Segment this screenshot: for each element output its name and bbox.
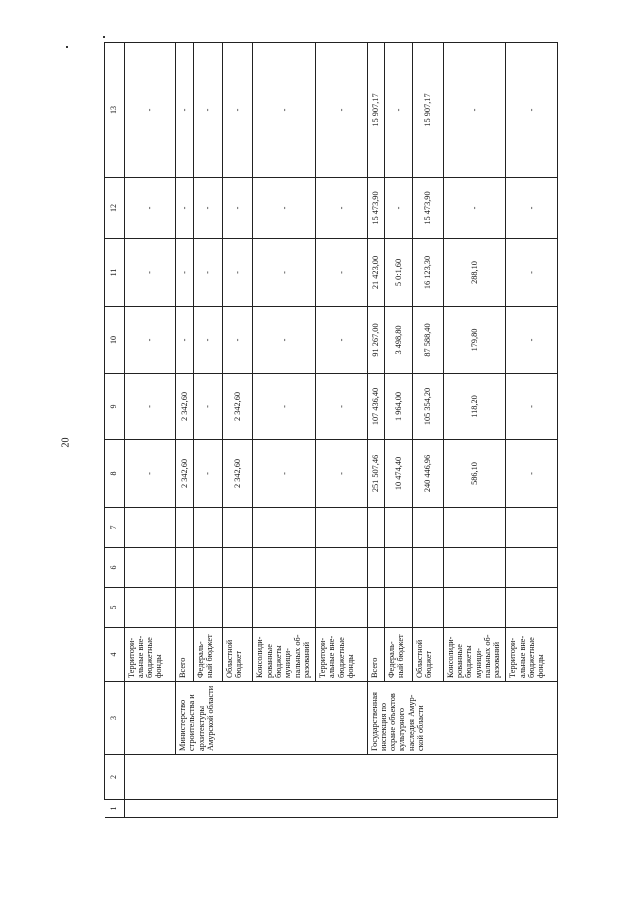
column-number: 9	[105, 374, 125, 440]
column-number: 5	[105, 588, 125, 628]
amount-cell: 586,10	[443, 440, 506, 508]
amount-cell: -	[193, 178, 222, 239]
event-cell	[124, 755, 557, 800]
empty-cell	[367, 588, 385, 628]
amount-cell: -	[124, 43, 176, 178]
amount-cell: 16 123,30	[412, 239, 443, 307]
amount-cell: -	[193, 43, 222, 178]
amount-cell: -	[222, 239, 253, 307]
amount-cell: 3 498,80	[385, 307, 413, 374]
column-number: 11	[105, 239, 125, 307]
funding-source-cell: Территори-альные вне-бюджетные фонды	[506, 628, 558, 682]
column-number: 3	[105, 682, 125, 755]
empty-cell	[412, 508, 443, 548]
empty-cell	[315, 508, 367, 548]
amount-cell: -	[193, 307, 222, 374]
empty-cell	[193, 508, 222, 548]
empty-cell	[412, 548, 443, 588]
amount-cell: 1 964,00	[385, 374, 413, 440]
table-row	[176, 43, 194, 818]
amount-cell: -	[315, 374, 367, 440]
amount-cell: -	[193, 440, 222, 508]
table-header-row	[105, 43, 125, 818]
amount-cell: 2 342,60	[222, 374, 253, 440]
amount-cell: 2 342,60	[176, 374, 194, 440]
amount-cell: 2 342,60	[176, 440, 194, 508]
funding-source-cell: Территори-альные вне-бюджетные фонды	[315, 628, 367, 682]
amount-cell: 21 423,00	[367, 239, 385, 307]
funding-source-cell: Территори-альные вне-бюджетные фонды	[124, 628, 176, 682]
amount-cell: 105 354,20	[412, 374, 443, 440]
rotated-table-wrap	[104, 43, 558, 818]
column-number: 2	[105, 755, 125, 800]
empty-cell	[385, 548, 413, 588]
scan-speck	[66, 46, 68, 48]
amount-cell: -	[176, 307, 194, 374]
empty-cell	[253, 588, 316, 628]
amount-cell: -	[253, 43, 316, 178]
amount-cell: -	[124, 178, 176, 239]
column-number: 12	[105, 178, 125, 239]
amount-cell: -	[506, 239, 558, 307]
column-number: 7	[105, 508, 125, 548]
empty-cell	[193, 548, 222, 588]
executor-cell	[124, 682, 176, 755]
funding-source-cell: Федераль-ный бюджет	[385, 628, 413, 682]
amount-cell: 118,20	[443, 374, 506, 440]
empty-cell	[443, 508, 506, 548]
amount-cell: -	[124, 440, 176, 508]
amount-cell: -	[506, 178, 558, 239]
executor-cell: Министерство строительства и архитектуры Амурской области	[176, 682, 367, 755]
amount-cell: 107 436,40	[367, 374, 385, 440]
funding-source-cell: Консолиди-рованные бюджеты муници-пальных об-разований	[253, 628, 316, 682]
amount-cell: -	[253, 307, 316, 374]
executor-cell: Государственная инспекция по охране объектов культурного наследия Амур-ской области	[367, 682, 557, 755]
amount-cell: -	[124, 374, 176, 440]
amount-cell: -	[176, 239, 194, 307]
amount-cell: -	[124, 307, 176, 374]
amount-cell: -	[253, 178, 316, 239]
amount-cell: 2 342,60	[222, 440, 253, 508]
amount-cell: 15 473,90	[412, 178, 443, 239]
amount-cell: -	[506, 43, 558, 178]
empty-cell	[315, 588, 367, 628]
column-number: 8	[105, 440, 125, 508]
amount-cell: -	[315, 440, 367, 508]
empty-cell	[222, 548, 253, 588]
empty-cell	[222, 588, 253, 628]
scan-speck	[103, 36, 105, 38]
amount-cell: -	[222, 43, 253, 178]
amount-cell: -	[222, 178, 253, 239]
table-row	[124, 43, 176, 818]
amount-cell: -	[315, 43, 367, 178]
funding-source-cell: Областной бюджет	[222, 628, 253, 682]
funding-source-cell: Консолиди-рованные бюджеты муници-пальных об-разований	[443, 628, 506, 682]
amount-cell: -	[443, 178, 506, 239]
empty-cell	[222, 508, 253, 548]
page-number: 20	[60, 437, 72, 448]
budget-table	[104, 42, 558, 818]
empty-cell	[124, 548, 176, 588]
empty-cell	[385, 588, 413, 628]
amount-cell: -	[385, 178, 413, 239]
funding-source-cell: Всего	[176, 628, 194, 682]
empty-cell	[443, 588, 506, 628]
empty-cell	[176, 588, 194, 628]
amount-cell: 15 907,17	[412, 43, 443, 178]
amount-cell: 10 474,40	[385, 440, 413, 508]
amount-cell: -	[253, 440, 316, 508]
empty-cell	[176, 508, 194, 548]
column-number: 4	[105, 628, 125, 682]
empty-cell	[193, 588, 222, 628]
amount-cell: -	[506, 307, 558, 374]
amount-cell: 15 473,90	[367, 178, 385, 239]
amount-cell: -	[315, 178, 367, 239]
funding-source-cell: Областной бюджет	[412, 628, 443, 682]
amount-cell: 91 267,00	[367, 307, 385, 374]
empty-cell	[506, 548, 558, 588]
amount-cell: -	[506, 374, 558, 440]
amount-cell: 288,10	[443, 239, 506, 307]
empty-cell	[124, 588, 176, 628]
amount-cell: -	[193, 239, 222, 307]
amount-cell: 179,80	[443, 307, 506, 374]
column-number: 13	[105, 43, 125, 178]
amount-cell: 251 507,46	[367, 440, 385, 508]
amount-cell: -	[506, 440, 558, 508]
amount-cell: -	[315, 239, 367, 307]
amount-cell: -	[253, 374, 316, 440]
empty-cell	[506, 508, 558, 548]
amount-cell: -	[443, 43, 506, 178]
amount-cell: 240 446,96	[412, 440, 443, 508]
amount-cell: -	[193, 374, 222, 440]
empty-cell	[367, 548, 385, 588]
column-number: 1	[105, 800, 125, 818]
funding-source-cell: Всего	[367, 628, 385, 682]
amount-cell: 15 907,17	[367, 43, 385, 178]
amount-cell: 87 588,40	[412, 307, 443, 374]
empty-cell	[124, 508, 176, 548]
row-number-cell	[124, 800, 557, 818]
amount-cell: 5 0:1,60	[385, 239, 413, 307]
empty-cell	[253, 508, 316, 548]
empty-cell	[443, 548, 506, 588]
amount-cell: -	[253, 239, 316, 307]
empty-cell	[253, 548, 316, 588]
amount-cell: -	[176, 178, 194, 239]
empty-cell	[506, 588, 558, 628]
amount-cell: -	[124, 239, 176, 307]
empty-cell	[176, 548, 194, 588]
amount-cell: -	[176, 43, 194, 178]
empty-cell	[367, 508, 385, 548]
amount-cell: -	[315, 307, 367, 374]
empty-cell	[385, 508, 413, 548]
column-number: 10	[105, 307, 125, 374]
amount-cell: -	[385, 43, 413, 178]
empty-cell	[315, 548, 367, 588]
amount-cell: -	[222, 307, 253, 374]
funding-source-cell: Федераль-ный бюджет	[193, 628, 222, 682]
column-number: 6	[105, 548, 125, 588]
table-row	[367, 43, 385, 818]
empty-cell	[412, 588, 443, 628]
